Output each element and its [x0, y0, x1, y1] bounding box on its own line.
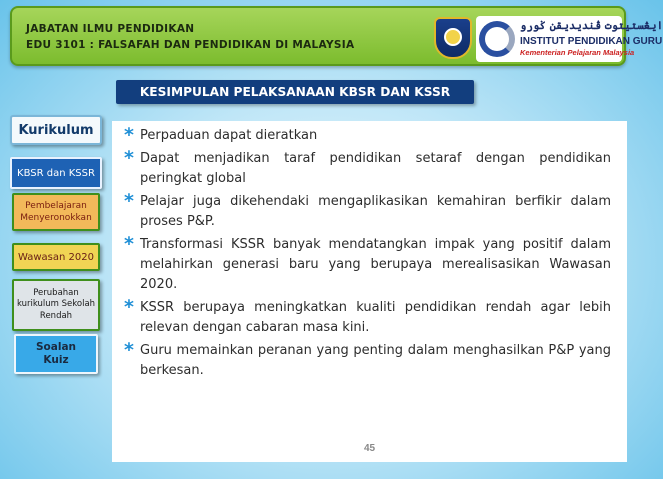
ipg-jawi-wordmark: ايڠستيتوت ڤنديديقن ݢورو	[520, 19, 663, 32]
header-banner	[10, 6, 663, 66]
nav-label-line: Pembelajaran	[25, 201, 87, 211]
bullet-text: Guru memainkan peranan yang penting dalam menghasilkan P&P yang berkesan.	[140, 343, 611, 378]
nav-label-line: Perubahan	[33, 287, 79, 298]
ipg-logo-subtitle: Kementerian Pelajaran Malaysia	[520, 48, 635, 57]
nav-label: KBSR dan KSSR	[17, 167, 95, 179]
nav-button-pembelajaran[interactable]	[12, 193, 100, 231]
bullet-item	[124, 341, 611, 381]
nav-button-soalan-kuiz[interactable]	[14, 334, 98, 374]
bullet-list	[112, 121, 627, 381]
slide-title: KESIMPULAN PELAKSANAAN KBSR DAN KSSR	[116, 80, 474, 104]
asterisk-bullet-icon: *	[124, 233, 134, 255]
nav-label: Wawasan 2020	[18, 251, 94, 263]
nav-label-line: Soalan	[35, 341, 77, 353]
nav-label	[20, 200, 92, 224]
bullet-text: KSSR berupaya meningkatkan kualiti pendidikan rendah agar lebih relevan dengan cabaran masa kini.	[140, 300, 611, 335]
bullet-item	[124, 298, 611, 338]
seal-emblem	[444, 28, 462, 46]
asterisk-bullet-icon: *	[124, 296, 134, 318]
nav-label-line: Rendah	[39, 310, 73, 321]
asterisk-bullet-icon: *	[124, 147, 134, 169]
ipg-swirl-icon	[479, 21, 515, 57]
nav-label-line: kurikulum Sekolah	[16, 299, 96, 310]
bullet-text: Perpaduan dapat dieratkan	[140, 128, 318, 143]
bullet-text: Dapat menjadikan taraf pendidikan setaraf dengan pendidikan peringkat global	[140, 151, 611, 186]
nav-label-line: Kuiz	[43, 354, 69, 366]
nav-label: Kurikulum	[18, 122, 94, 138]
nav-button-kurikulum[interactable]	[10, 115, 102, 145]
nav-label-line: Menyeronokkan	[20, 213, 92, 223]
bullet-item	[124, 192, 611, 232]
ipg-logo	[476, 16, 663, 62]
nav-button-wawasan[interactable]	[12, 243, 100, 271]
header-text	[26, 21, 354, 53]
bullet-item	[124, 126, 611, 146]
header-line-department: JABATAN ILMU PENDIDIKAN	[26, 23, 195, 35]
nav-label	[17, 288, 95, 323]
bullet-item	[124, 149, 611, 189]
ipg-logo-name: INSTITUT PENDIDIKAN GURU	[520, 36, 663, 47]
content-panel	[112, 121, 627, 462]
header-line-course: EDU 3101 : FALSAFAH DAN PENDIDIKAN DI MALAYSIA	[26, 39, 355, 51]
bullet-text: Transformasi KSSR banyak mendatangkan impak yang positif dalam melahirkan generasi baru yang berupaya merealisasikan Wawasan 2020.	[140, 237, 611, 292]
nav-button-perubahan-kurikulum[interactable]	[12, 279, 100, 331]
asterisk-bullet-icon: *	[124, 190, 134, 212]
asterisk-bullet-icon: *	[124, 339, 134, 361]
page-number: 45	[363, 443, 376, 454]
asterisk-bullet-icon: *	[124, 124, 134, 146]
nav-label	[36, 341, 76, 367]
bullet-item	[124, 235, 611, 295]
institution-seal-logo	[434, 17, 472, 59]
nav-button-kbsr-kssr[interactable]	[10, 157, 102, 189]
bullet-text: Pelajar juga dikehendaki mengaplikasikan kemahiran berfikir dalam proses P&P.	[140, 194, 611, 229]
